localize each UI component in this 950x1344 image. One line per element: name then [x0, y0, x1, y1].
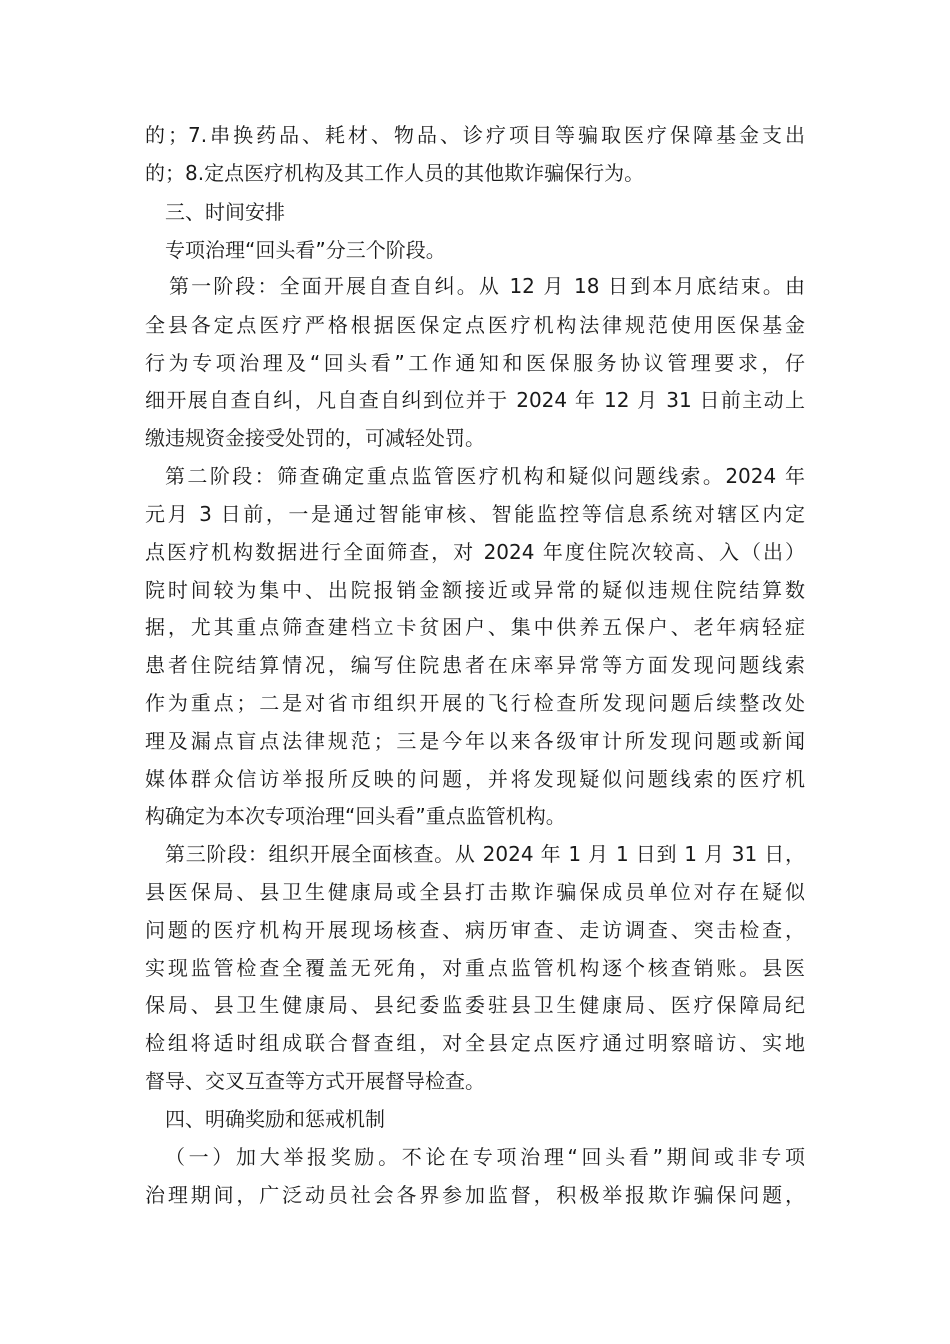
text-line: 治理期间，广泛动员社会各界参加监督，积极举报欺诈骗保问题，: [145, 1183, 805, 1207]
text-line: 的；8.定点医疗机构及其工作人员的其他欺诈骗保行为。: [145, 161, 645, 185]
text-line: 患者住院结算情况，编写住院患者在床率异常等方面发现问题线索: [145, 653, 805, 677]
section-heading: 四、明确奖励和惩戒机制: [165, 1107, 385, 1131]
text-line: 第三阶段：组织开展全面核查。从 2024 年 1 月 1 日到 1 月 31 日，: [165, 842, 805, 866]
text-line: 细开展自查自纠，凡自查自纠到位并于 2024 年 12 月 31 日前主动上: [145, 388, 805, 412]
text-line: 问题的医疗机构开展现场核查、病历审查、走访调查、突击检查，: [145, 918, 805, 942]
text-line: 点医疗机构数据进行全面筛查，对 2024 年度住院次较高、入（出）: [145, 540, 805, 564]
text-line: 据，尤其重点筛查建档立卡贫困户、集中供养五保户、老年病轻症: [145, 615, 805, 639]
text-line: 缴违规资金接受处罚的，可减轻处罚。: [145, 426, 485, 450]
text-line: （一）加大举报奖励。不论在专项治理“回头看”期间或非专项: [165, 1145, 805, 1169]
text-line: 的；7.串换药品、耗材、物品、诊疗项目等骗取医疗保障基金支出: [145, 123, 805, 147]
text-line: 检组将适时组成联合督查组，对全县定点医疗通过明察暗访、实地: [145, 1031, 805, 1055]
text-line: 专项治理“回头看”分三个阶段。: [165, 238, 446, 262]
text-line: 第一阶段：全面开展自查自纠。从 12 月 18 日到本月底结束。由: [169, 274, 805, 298]
text-line: 元月 3 日前，一是通过智能审核、智能监控等信息系统对辖区内定: [145, 502, 805, 526]
text-line: 全县各定点医疗严格根据医保定点医疗机构法律规范使用医保基金: [145, 313, 805, 337]
text-line: 行为专项治理及“回头看”工作通知和医保服务协议管理要求，仔: [145, 351, 805, 375]
text-line: 实现监管检查全覆盖无死角，对重点监管机构逐个核查销账。县医: [145, 956, 805, 980]
text-line: 保局、县卫生健康局、县纪委监委驻县卫生健康局、医疗保障局纪: [145, 993, 805, 1017]
text-line: 理及漏点盲点法律规范；三是今年以来各级审计所发现问题或新闻: [145, 729, 805, 753]
text-line: 媒体群众信访举报所反映的问题，并将发现疑似问题线索的医疗机: [145, 767, 805, 791]
text-line: 构确定为本次专项治理“回头看”重点监管机构。: [145, 804, 566, 828]
text-line: 督导、交叉互查等方式开展督导检查。: [145, 1069, 485, 1093]
text-line: 院时间较为集中、出院报销金额接近或异常的疑似违规住院结算数: [145, 578, 805, 602]
section-heading: 三、时间安排: [165, 200, 285, 224]
text-line: 县医保局、县卫生健康局或全县打击欺诈骗保成员单位对存在疑似: [145, 880, 805, 904]
text-line: 第二阶段：筛查确定重点监管医疗机构和疑似问题线索。2024 年: [165, 464, 805, 488]
text-line: 作为重点；二是对省市组织开展的飞行检查所发现问题后续整改处: [145, 691, 805, 715]
